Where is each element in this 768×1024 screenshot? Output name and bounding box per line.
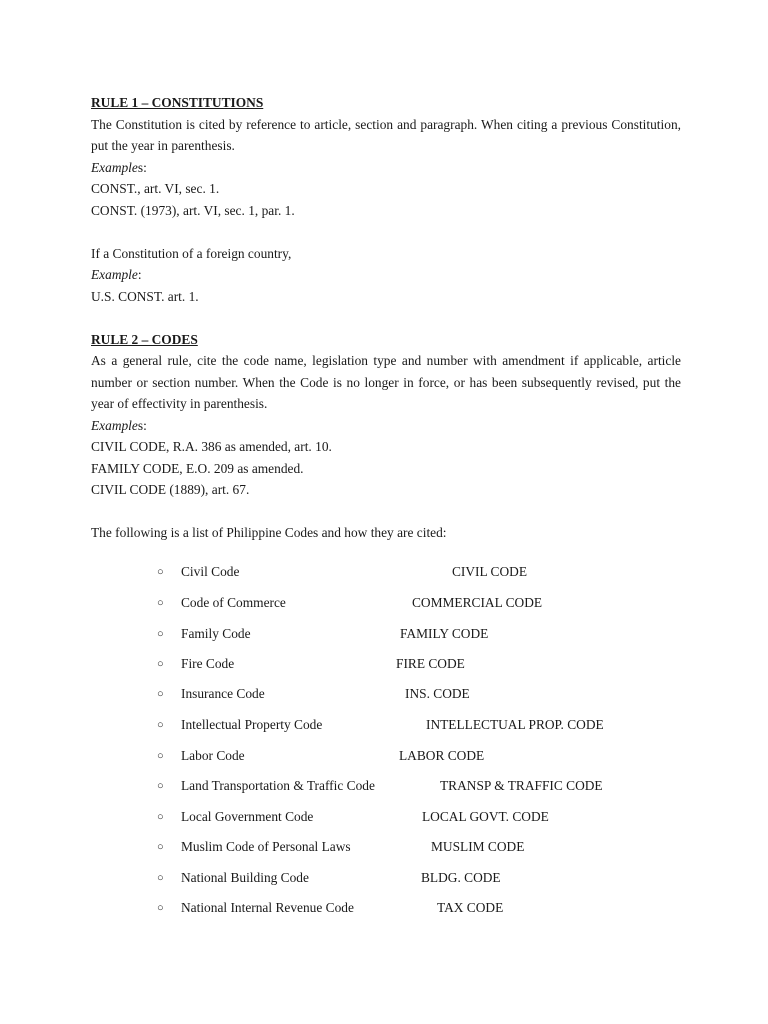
code-citation: INTELLECTUAL PROP. CODE xyxy=(426,717,604,732)
code-citation: COMMERCIAL CODE xyxy=(412,595,543,610)
rule2-paragraph: As a general rule, cite the code name, legislation type and number with amendment if applicable, article number or section number. When the Code is no longer in force, or has been subsequently revised, put the year of effectivity in parenthesis. xyxy=(91,353,681,411)
code-citation: FIRE CODE xyxy=(396,656,465,671)
code-name: Muslim Code of Personal Laws xyxy=(181,839,351,854)
code-name: Land Transportation & Traffic Code xyxy=(181,778,375,793)
code-name: Code of Commerce xyxy=(181,595,286,610)
rule1-heading: RULE 1 – CONSTITUTIONS xyxy=(91,95,264,110)
rule1-paragraph: The Constitution is cited by reference to article, section and paragraph. When citing a previous Constitution, put the year in parenthesis. xyxy=(91,116,681,153)
list-item xyxy=(0,806,768,828)
list-item xyxy=(0,683,768,705)
examples-label-italic: Example xyxy=(91,417,138,433)
bullet-circle-icon: ○ xyxy=(157,750,164,762)
bullet-circle-icon: ○ xyxy=(157,597,164,609)
spacer xyxy=(91,501,681,523)
code-citation: TRANSP & TRAFFIC CODE xyxy=(440,778,603,793)
list-item xyxy=(0,836,768,858)
code-name: Insurance Code xyxy=(181,686,265,701)
rule1-foreign-example-label xyxy=(91,264,681,286)
document-body xyxy=(91,92,681,544)
rule1-foreign-example: U.S. CONST. art. 1. xyxy=(91,288,199,304)
code-citation: MUSLIM CODE xyxy=(431,839,525,854)
bullet-circle-icon: ○ xyxy=(157,841,164,853)
rule1-example: CONST. (1973), art. VI, sec. 1, par. 1. xyxy=(91,202,295,218)
codes-list-intro: The following is a list of Philippine Codes and how they are cited: xyxy=(91,525,447,540)
bullet-circle-icon: ○ xyxy=(157,719,164,731)
code-name: Labor Code xyxy=(181,748,245,763)
code-name: Civil Code xyxy=(181,564,240,579)
rule2-example: CIVIL CODE, R.A. 386 as amended, art. 10. xyxy=(91,439,332,454)
rule1-example: CONST., art. VI, sec. 1. xyxy=(91,181,220,196)
bullet-circle-icon: ○ xyxy=(157,780,164,792)
list-item xyxy=(0,714,768,736)
code-name: Fire Code xyxy=(181,656,235,671)
bullet-circle-icon: ○ xyxy=(157,872,164,884)
spacer xyxy=(91,307,681,329)
bullet-circle-icon: ○ xyxy=(157,902,164,914)
rule1-foreign-intro: If a Constitution of a foreign country, xyxy=(91,245,292,261)
list-item xyxy=(0,561,768,583)
list-item xyxy=(0,653,768,675)
examples-label-suffix: s: xyxy=(137,159,147,175)
code-name: Intellectual Property Code xyxy=(181,717,323,732)
example-label-italic: Example xyxy=(91,267,138,282)
spacer xyxy=(91,221,681,243)
list-item xyxy=(0,775,768,797)
rule2-example: CIVIL CODE (1889), art. 67. xyxy=(91,482,250,497)
bullet-circle-icon: ○ xyxy=(157,688,164,700)
example-label-suffix: : xyxy=(137,267,142,282)
list-item xyxy=(0,867,768,889)
list-item xyxy=(0,623,768,645)
examples-label-suffix: s: xyxy=(137,417,147,433)
code-name: Family Code xyxy=(181,626,251,641)
code-name: Local Government Code xyxy=(181,809,314,824)
code-name: National Internal Revenue Code xyxy=(181,900,354,915)
rule2-example: FAMILY CODE, E.O. 209 as amended. xyxy=(91,460,304,476)
list-item xyxy=(0,745,768,767)
code-name: National Building Code xyxy=(181,870,309,885)
examples-label-italic: Example xyxy=(91,159,138,175)
bullet-circle-icon: ○ xyxy=(157,628,164,640)
code-citation: TAX CODE xyxy=(437,900,504,915)
bullet-circle-icon: ○ xyxy=(157,658,164,670)
rule2-heading: RULE 2 – CODES xyxy=(91,331,198,347)
code-citation: LOCAL GOVT. CODE xyxy=(422,809,549,824)
code-citation: BLDG. CODE xyxy=(421,870,501,885)
code-citation: LABOR CODE xyxy=(399,748,485,763)
rule2-examples-label xyxy=(91,415,681,437)
list-item xyxy=(0,592,768,614)
bullet-circle-icon: ○ xyxy=(157,566,164,578)
code-citation: INS. CODE xyxy=(405,686,470,701)
list-item xyxy=(0,897,768,919)
code-citation: CIVIL CODE xyxy=(452,564,528,579)
code-citation: FAMILY CODE xyxy=(400,626,489,641)
rule1-examples-label xyxy=(91,157,681,179)
bullet-circle-icon: ○ xyxy=(157,811,164,823)
